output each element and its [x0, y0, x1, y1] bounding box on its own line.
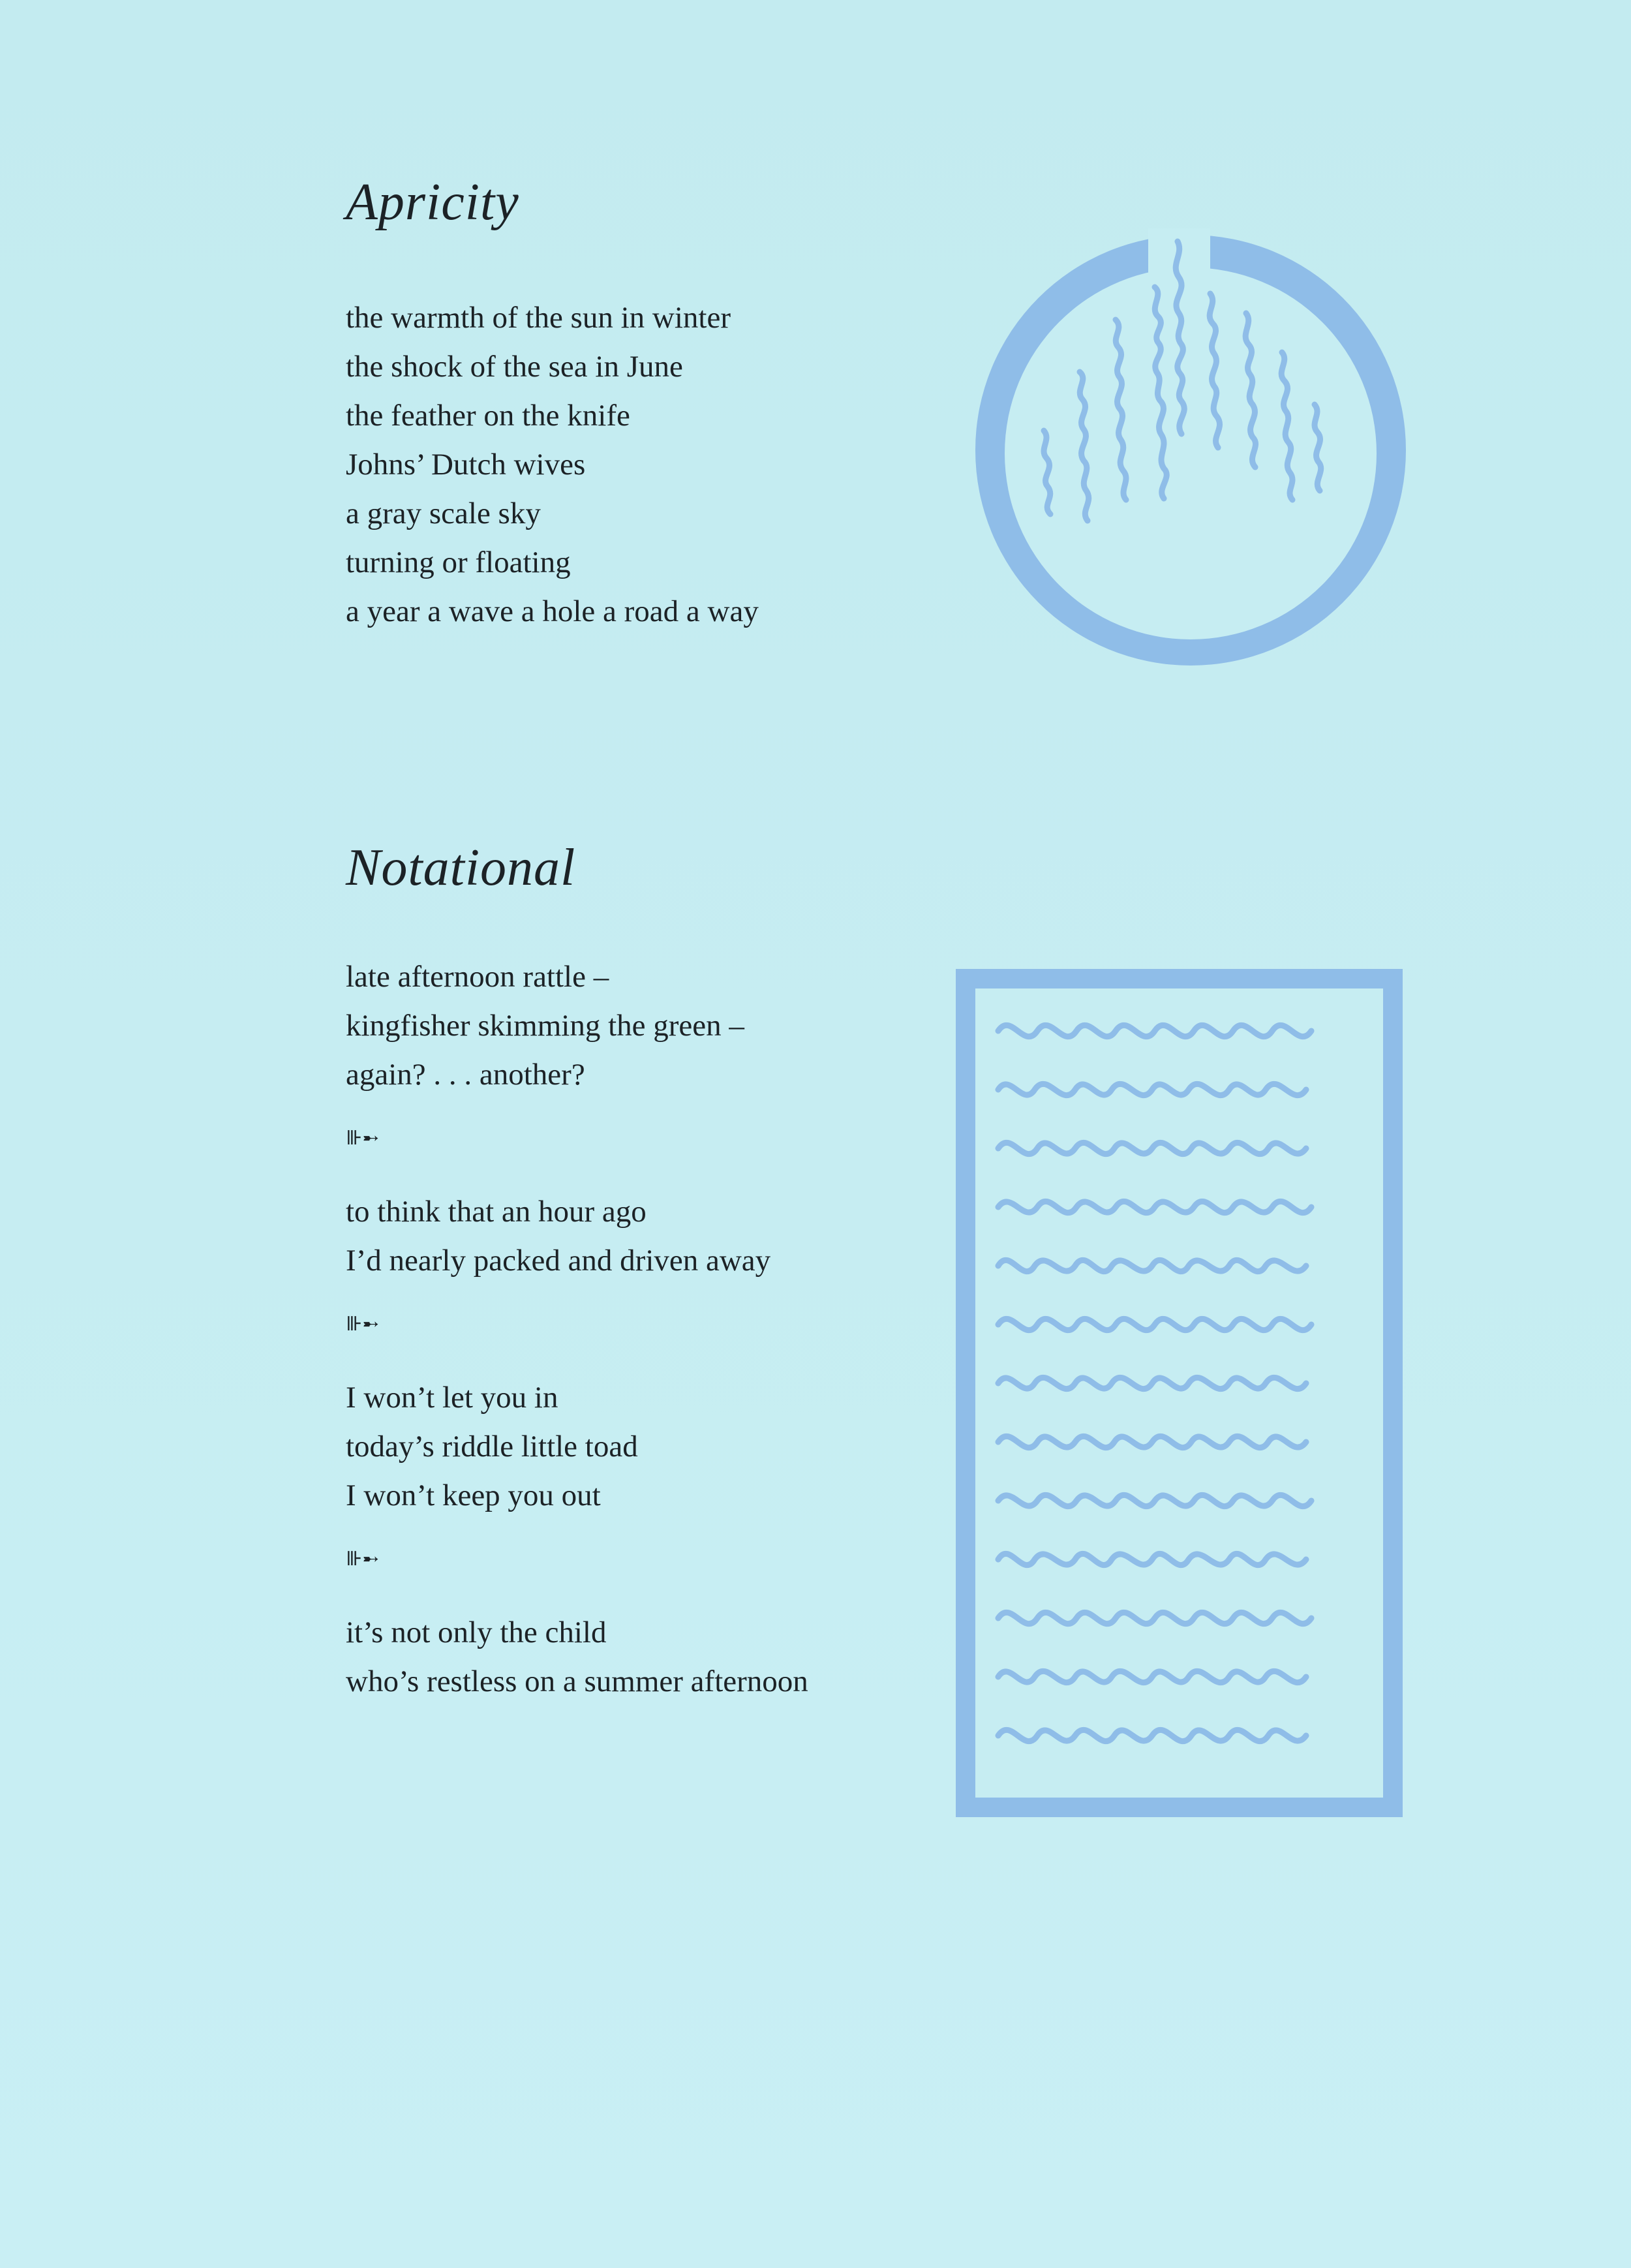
poem-line: the warmth of the sun in winter: [346, 301, 731, 335]
poem-line: again? . . . another?: [346, 1058, 585, 1092]
stanza: [346, 953, 808, 1099]
stanza: [346, 1608, 808, 1706]
poem-notational: [346, 839, 808, 1706]
poem-line: Johns’ Dutch wives: [346, 448, 586, 482]
poem-line: a gray scale sky: [346, 497, 541, 530]
rectangle-asemic-print: [953, 966, 1409, 1820]
ornament-icon: ⊪➸: [346, 1548, 379, 1571]
poem-line: the shock of the sea in June: [346, 350, 683, 384]
poem-line: to think that an hour ago: [346, 1195, 647, 1229]
stanza: [346, 1373, 808, 1520]
poem-line: turning or floating: [346, 545, 571, 579]
poem-apricity: [346, 176, 759, 636]
stanza: [346, 1188, 808, 1285]
poem-line: I won’t let you in: [346, 1381, 558, 1415]
poem-title: Notational: [346, 839, 576, 896]
poem-line: I won’t keep you out: [346, 1479, 601, 1512]
ornament-icon: ⊪➸: [346, 1127, 379, 1150]
ornament-icon: ⊪➸: [346, 1313, 379, 1336]
poem-line: I’d nearly packed and driven away: [346, 1244, 771, 1278]
poem-line: late afternoon rattle –: [346, 960, 609, 994]
poem-line: it’s not only the child: [346, 1616, 607, 1649]
poem-line: the feather on the knife: [346, 399, 630, 433]
poem-line: kingfisher skimming the green –: [346, 1009, 744, 1043]
circle-asemic-print: [959, 222, 1416, 692]
poem-line: who’s restless on a summer afternoon: [346, 1664, 808, 1698]
poem-title: Apricity: [346, 174, 519, 231]
poem-line: a year a wave a hole a road a way: [346, 594, 759, 628]
stanza: [346, 294, 759, 636]
poem-line: today’s riddle little toad: [346, 1430, 638, 1463]
